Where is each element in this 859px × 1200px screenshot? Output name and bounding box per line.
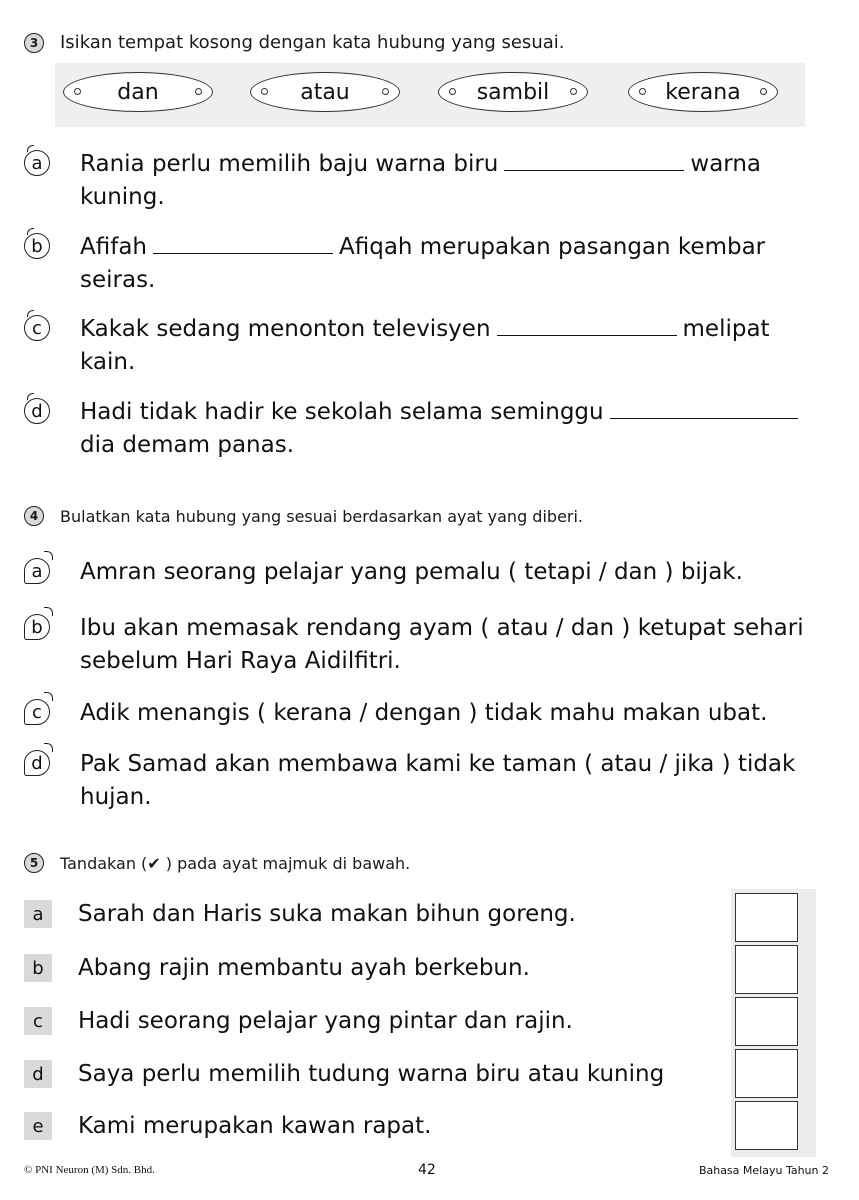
pill-dot-icon	[74, 88, 81, 95]
answer-blank[interactable]	[497, 313, 677, 336]
word-bank-word: sambil	[476, 79, 550, 105]
word-bank-item	[628, 72, 778, 112]
question-letter: d	[24, 398, 50, 424]
answer-blank[interactable]	[504, 148, 684, 171]
question-letter: a	[24, 150, 50, 176]
pill-dot-icon	[261, 88, 268, 95]
tick-box-e[interactable]	[735, 1101, 798, 1150]
question-text-before: Kakak sedang menonton televisyen	[80, 316, 491, 342]
question-text: Sarah dan Haris suka makan bihun goreng.	[78, 901, 576, 927]
word-bank-word: dan	[117, 79, 159, 105]
question-text	[80, 231, 814, 297]
question-letter: c	[24, 1007, 52, 1035]
answer-blank[interactable]	[610, 396, 798, 419]
word-bank-word: atau	[300, 79, 350, 105]
tick-box-panel	[731, 889, 816, 1157]
question-text-after: dia demam panas.	[80, 432, 295, 458]
pill-dot-icon	[760, 88, 767, 95]
tick-box-d[interactable]	[735, 1049, 798, 1098]
question-text-after: Afiqah merupakan pasangan kembar seiras.	[80, 234, 766, 293]
tick-box-a[interactable]	[735, 893, 798, 942]
question-text: Hadi seorang pelajar yang pintar dan rajin.	[78, 1008, 573, 1034]
question-letter: e	[24, 1112, 52, 1140]
s3-question-b	[24, 231, 814, 297]
section-3-instruction: Isikan tempat kosong dengan kata hubung yang sesuai.	[60, 32, 565, 53]
s5-question-a	[24, 898, 814, 931]
section-4-title	[24, 506, 583, 526]
tick-box-b[interactable]	[735, 945, 798, 994]
pill-dot-icon	[449, 88, 456, 95]
section-5-number: 5	[24, 853, 44, 873]
pill-dot-icon	[382, 88, 389, 95]
page-footer	[24, 1162, 829, 1178]
section-5-title	[24, 853, 410, 873]
s4-question-a	[24, 556, 814, 589]
s3-question-c	[24, 313, 814, 379]
s5-question-b	[24, 952, 814, 985]
question-text: Amran seorang pelajar yang pemalu ( tetapi / dan ) bijak.	[80, 559, 743, 585]
section-5-instruction: Tandakan (✔ ) pada ayat majmuk di bawah.	[60, 853, 411, 873]
tick-box-c[interactable]	[735, 997, 798, 1046]
question-text-before: Hadi tidak hadir ke sekolah selama seminggu	[80, 399, 604, 425]
question-letter: c	[24, 315, 50, 341]
question-text: Saya perlu memilih tudung warna biru atau kuning	[78, 1061, 665, 1087]
question-letter: a	[24, 900, 52, 928]
word-bank	[55, 63, 805, 127]
pill-dot-icon	[195, 88, 202, 95]
answer-blank[interactable]	[153, 231, 333, 254]
s3-question-a	[24, 148, 814, 214]
pill-dot-icon	[639, 88, 646, 95]
question-text: Ibu akan memasak rendang ayam ( atau / dan ) ketupat sehari sebelum Hari Raya Aidilfitri.	[80, 615, 804, 674]
s4-question-d	[24, 748, 814, 814]
footer-publisher: © PNI Neuron (M) Sdn. Bhd.	[24, 1164, 155, 1176]
question-letter: a	[24, 558, 50, 584]
question-letter: b	[24, 954, 52, 982]
question-letter: d	[24, 750, 50, 776]
question-text: Adik menangis ( kerana / dengan ) tidak mahu makan ubat.	[80, 700, 768, 726]
footer-book-title: Bahasa Melayu Tahun 2	[698, 1163, 829, 1177]
question-text	[80, 396, 798, 462]
question-text: Abang rajin membantu ayah berkebun.	[78, 955, 530, 981]
question-text	[80, 313, 814, 379]
question-text-after: melipat kain.	[80, 316, 770, 375]
question-letter: d	[24, 1060, 52, 1088]
section-3-number: 3	[24, 33, 44, 53]
section-3-title	[24, 32, 564, 53]
word-bank-word: kerana	[665, 79, 741, 105]
question-text-before: Rania perlu memilih baju warna biru	[80, 151, 499, 177]
footer-page-number: 42	[418, 1162, 436, 1178]
s5-question-e	[24, 1110, 814, 1143]
word-bank-item	[438, 72, 588, 112]
question-letter: b	[24, 614, 50, 640]
question-letter: b	[24, 233, 50, 259]
s5-question-c	[24, 1005, 814, 1038]
section-4-number: 4	[24, 506, 44, 526]
pill-dot-icon	[570, 88, 577, 95]
word-bank-item	[63, 72, 213, 112]
s5-question-d	[24, 1058, 814, 1091]
s4-question-b	[24, 612, 814, 678]
word-bank-item	[250, 72, 400, 112]
question-text: Kami merupakan kawan rapat.	[78, 1113, 432, 1139]
question-text-after: warna kuning.	[80, 151, 762, 210]
question-text-before: Afifah	[80, 234, 147, 260]
question-text: Pak Samad akan membawa kami ke taman ( atau / jika ) tidak hujan.	[80, 751, 796, 810]
s4-question-c	[24, 697, 814, 730]
question-letter: c	[24, 699, 50, 725]
question-text	[80, 148, 814, 214]
s3-question-d	[24, 396, 814, 462]
section-4-instruction: Bulatkan kata hubung yang sesuai berdasarkan ayat yang diberi.	[60, 506, 584, 526]
